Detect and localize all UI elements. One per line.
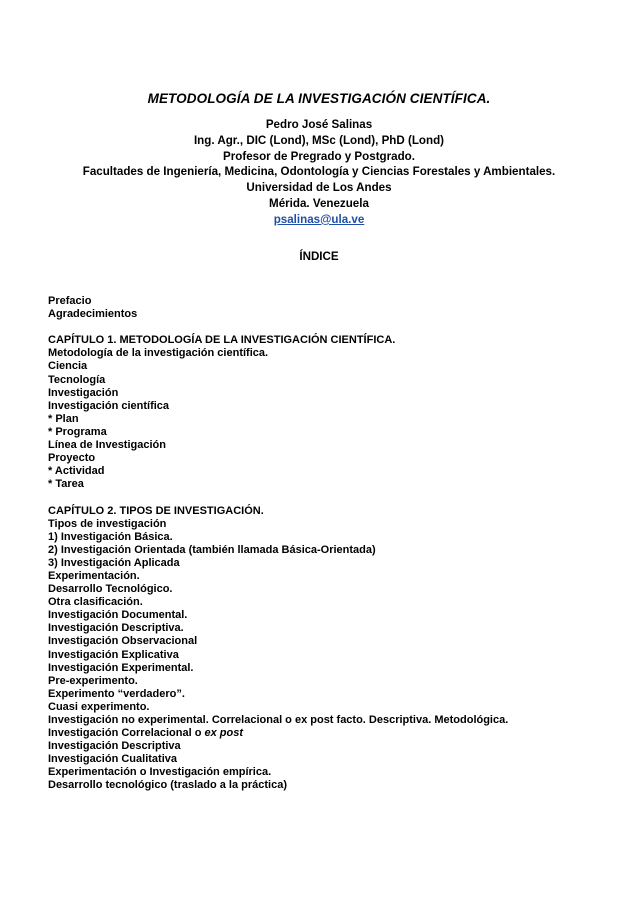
toc-item: Experimentación o Investigación empírica. [48,766,272,779]
toc-item: Ciencia [48,360,88,373]
toc-item: * Programa [48,425,107,438]
table-of-contents [48,295,608,793]
toc-item: Tipos de investigación [48,517,167,530]
chapter-1-heading: CAPÍTULO 1. METODOLOGÍA DE LA INVESTIGACIÓN CIENTÍFICA. [48,334,396,347]
toc-item: Investigación [48,386,119,399]
toc-item: Tecnología [48,373,106,386]
author-block [0,117,638,228]
toc-item: Proyecto [48,452,96,465]
toc-item: 3) Investigación Aplicada [48,556,180,569]
toc-item: 2) Investigación Orientada (también llamada Básica-Orientada) [48,543,376,556]
author-university: Universidad de Los Andes [246,181,392,195]
toc-item: Pre-experimento. [48,674,138,687]
toc-item: Investigación Descriptiva. [48,622,184,635]
toc-item: Investigación Correlacional o ex post [48,727,244,740]
toc-item: Línea de Investigación [48,439,166,452]
document-title: METODOLOGÍA DE LA INVESTIGACIÓN CIENTÍFICA. [147,91,491,106]
toc-item: Investigación Cualitativa [48,753,177,766]
toc-item: * Tarea [48,478,84,491]
toc-item: Desarrollo Tecnológico. [48,583,173,596]
toc-item: Investigación Documental. [48,609,188,622]
toc-item: * Actividad [48,465,105,478]
toc-item: Investigación científica [48,399,170,412]
toc-item: Investigación Explicativa [48,648,179,661]
toc-item: * Plan [48,412,79,425]
chapter-2-items-after [48,740,608,792]
author-position: Profesor de Pregrado y Postgrado. [223,149,415,163]
toc-item: Investigación Observacional [48,635,198,648]
toc-item: Prefacio [48,295,92,307]
toc-item: Agradecimientos [48,308,138,321]
chapter-1-items [48,347,608,491]
author-faculties: Facultades de Ingeniería, Medicina, Odontología y Ciencias Forestales y Ambientales. [82,165,556,179]
toc-item: Investigación no experimental. Correlacional o ex post facto. Descriptiva. Metodológica. [48,714,509,726]
toc-item: Experimentación. [48,569,140,582]
author-degrees: Ing. Agr., DIC (Lond), MSc (Lond), PhD (Lond) [193,133,445,147]
author-email-link[interactable]: psalinas@ula.ve [273,212,365,226]
toc-item: Desarrollo tecnológico (traslado a la práctica) [48,779,288,792]
toc-item: Experimento “verdadero”. [48,687,185,700]
toc-item: Cuasi experimento. [48,700,150,713]
toc-item: 1) Investigación Básica. [48,530,173,543]
toc-item: Metodología de la investigación científica. [48,347,269,360]
toc-item: Investigación Experimental. [48,661,194,674]
author-name: Pedro José Salinas [265,118,373,131]
toc-item: Otra clasificación. [48,596,143,609]
chapter-2-heading: CAPÍTULO 2. TIPOS DE INVESTIGACIÓN. [48,504,264,517]
index-title: ÍNDICE [299,250,339,263]
chapter-2-items [48,518,608,728]
author-city: Mérida. Venezuela [269,196,369,210]
toc-item: Investigación Descriptiva [48,740,181,753]
